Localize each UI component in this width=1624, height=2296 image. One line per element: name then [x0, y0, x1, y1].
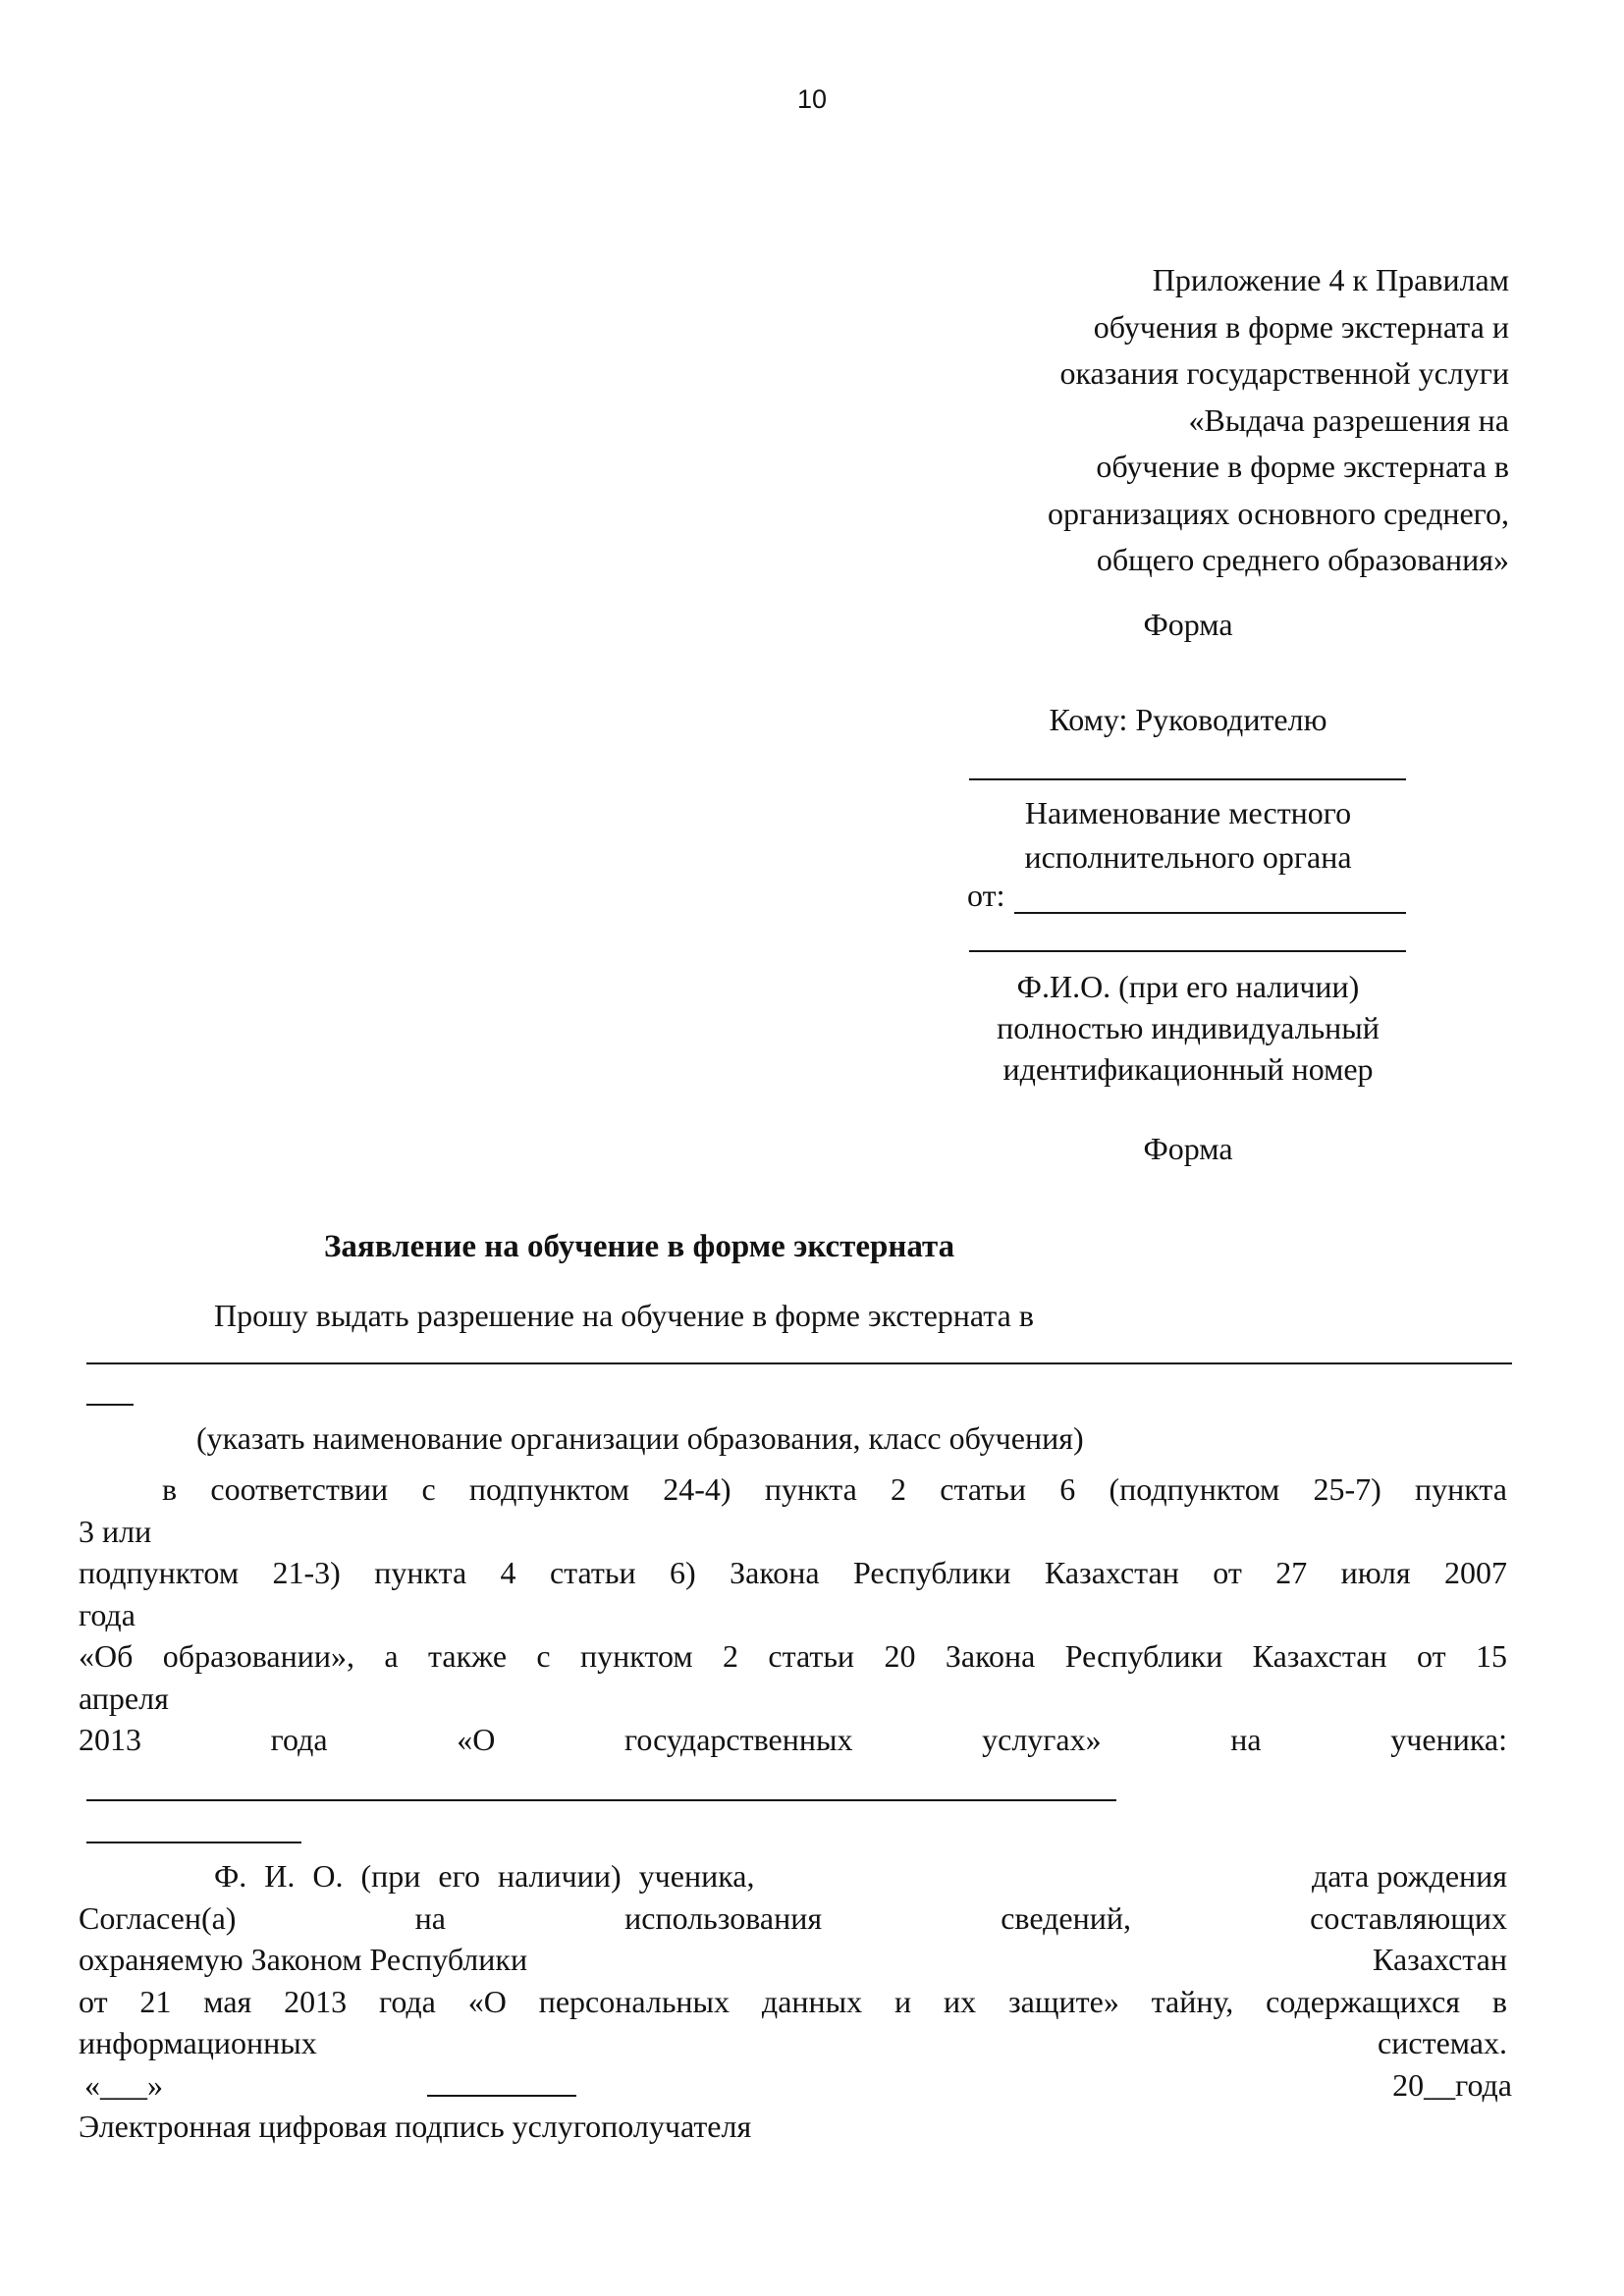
appendix-line: Приложение 4 к Правилам — [1152, 262, 1509, 297]
legal-line-7 — [79, 1719, 1507, 1761]
date-middle-blank-line — [427, 2095, 576, 2097]
appendix-line: «Выдача разрешения на — [1188, 401, 1509, 438]
legal-word: 2013 — [79, 1722, 141, 1757]
org-name-caption-line: исполнительного органа — [1024, 839, 1352, 875]
legal-paragraph — [79, 1468, 1507, 1761]
student-fio-caption: Ф. И. О. (при его наличии) ученика, — [214, 1858, 755, 1894]
consent-line-2 — [79, 1942, 1507, 1978]
birth-date-caption: дата рождения — [1312, 1858, 1507, 1894]
blank-line-student-tail — [86, 1842, 301, 1843]
legal-word: ученика: — [1390, 1722, 1507, 1757]
appendix-note — [967, 257, 1509, 584]
page-number: 10 — [796, 84, 828, 114]
appendix-line: обучение в форме экстерната в — [1096, 449, 1509, 484]
blank-line-organization-tail — [86, 1404, 134, 1406]
application-title: Заявление на обучение в форме экстерната — [324, 1229, 955, 1264]
intro-paragraph: Прошу выдать разрешение на обучение в форме экстерната в — [214, 1298, 1034, 1333]
fio-caption-line: Ф.И.О. (при его наличии) — [1016, 969, 1360, 1004]
blank-line-student — [86, 1799, 1116, 1801]
legal-word: государственных — [624, 1722, 853, 1757]
consent-line-4 — [79, 2025, 1507, 2061]
legal-line-4: года — [79, 1596, 135, 1632]
student-fio-line — [79, 1858, 1507, 1895]
form-label-top: Форма — [1143, 607, 1233, 642]
legal-line-5: «Об образовании», а также с пунктом 2 статьи 20 Закона Республики Казахстан от 15 — [79, 1638, 1507, 1674]
legal-line-1: в соответствии с подпунктом 24-4) пункта 2 статьи 6 (подпунктом 25-7) пункта — [162, 1471, 1507, 1507]
legal-line-6: апреля — [79, 1680, 169, 1716]
consent-line-4-right: системах. — [1378, 2025, 1507, 2060]
appendix-line: оказания государственной услуги — [1059, 355, 1509, 391]
legal-word: услугах» — [982, 1722, 1102, 1757]
appendix-line: обучения в форме экстерната и — [1093, 308, 1509, 345]
date-day-blank: «___» — [84, 2067, 163, 2103]
fio-caption-line: идентификационный номер — [1002, 1051, 1374, 1087]
blank-line-from — [1014, 912, 1406, 914]
from-label: от: — [967, 878, 1005, 913]
legal-word: на — [1230, 1722, 1262, 1757]
date-year-blank: 20__года — [1392, 2067, 1512, 2103]
fio-caption-line: полностью индивидуальный — [997, 1010, 1380, 1045]
blank-line-fio — [969, 950, 1406, 952]
org-name-caption-line: Наименование местного — [1024, 795, 1352, 830]
legal-word: «О — [457, 1722, 496, 1757]
consent-line-4-left: информационных — [79, 2025, 317, 2060]
org-name-caption — [967, 791, 1409, 880]
consent-line-2-left: охраняемую Законом Республики — [79, 1942, 528, 1977]
signature-caption: Электронная цифровая подпись услугополучателя — [79, 2109, 752, 2144]
consent-line-3: от 21 мая 2013 года «О персональных данных и их защите» тайну, содержащихся в — [79, 1984, 1507, 2019]
consent-line-2-right: Казахстан — [1373, 1942, 1507, 1977]
consent-line-1: Согласен(а) на использования сведений, составляющих — [79, 1900, 1507, 1936]
addressee-line: Кому: Руководителю — [1049, 702, 1327, 737]
blank-line-org-name — [969, 778, 1406, 780]
appendix-line: организациях основного среднего, — [1048, 495, 1509, 531]
legal-line-2: 3 или — [79, 1513, 152, 1549]
legal-word: года — [270, 1722, 328, 1757]
form-label-bottom: Форма — [1143, 1131, 1233, 1166]
appendix-line: общего среднего образования» — [1096, 542, 1509, 577]
fio-caption — [967, 966, 1409, 1090]
from-line — [967, 878, 1406, 914]
organization-caption: (указать наименование организации образования, класс обучения) — [196, 1420, 1084, 1456]
legal-line-3: подпунктом 21-3) пункта 4 статьи 6) Закона Республики Казахстан от 27 июля 2007 — [79, 1555, 1507, 1590]
blank-line-organization — [86, 1362, 1512, 1364]
